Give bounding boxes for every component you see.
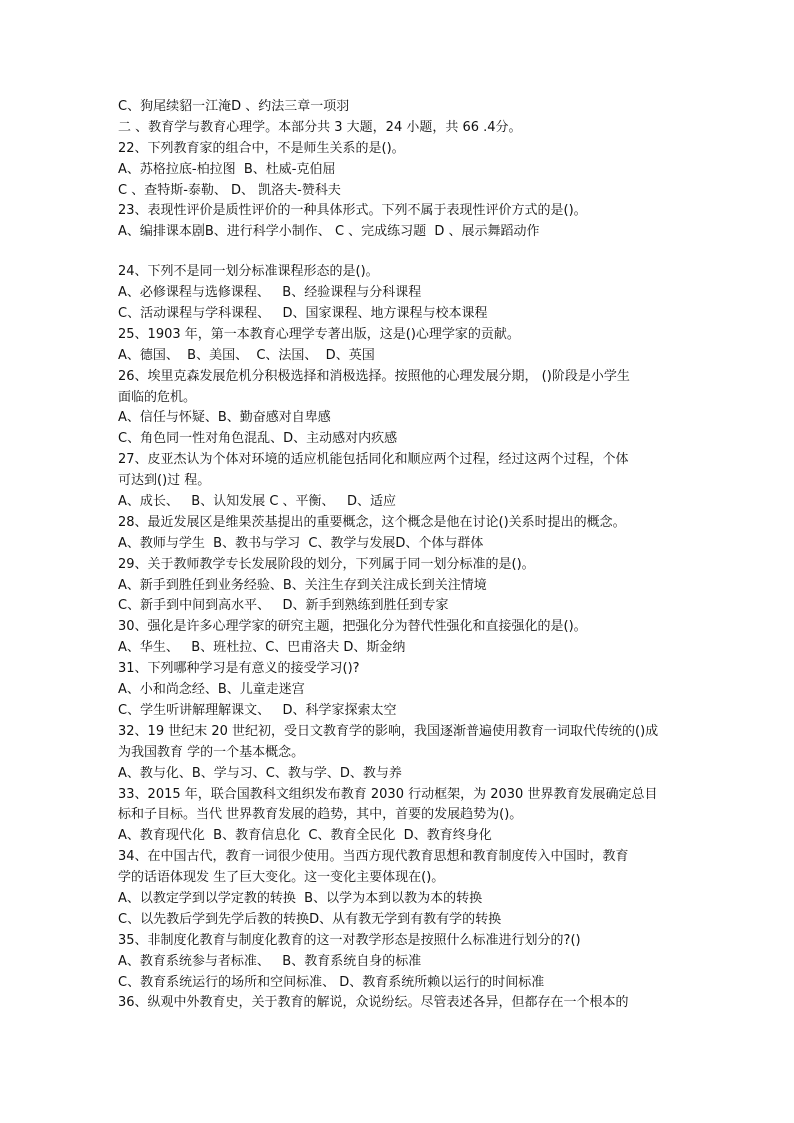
text-line: 26、埃里克森发展危机分积极选择和消极选择。按照他的心理发展分期， ()阶段是小学生 [118,368,630,384]
text-line: A、编排课本剧B、进行科学小制作、 C 、完成练习题 D 、展示舞蹈动作 [118,224,540,240]
text-line: 29、关于教师教学专长发展阶段的划分，下列属于同一划分标准的是()。 [118,556,535,572]
text-line: 二 、教育学与教育心理学。本部分共 3 大题，24 小题，共 66 .4分。 [118,119,522,135]
document-page [118,97,688,1014]
text-line: A、必修课程与选修课程、 B、经验课程与分科课程 [118,285,422,301]
text-line: A、新手到胜任到业务经验、B、关注生存到关注成长到关注情境 [118,577,487,593]
text-line: A、信任与怀疑、B、勤奋感对自卑感 [118,410,331,426]
text-line: 学的话语体现发 生了巨大变化。这一变化主要体现在()。 [118,870,445,886]
text-line: A、苏格拉底-柏拉图 B、杜威-克伯屈 [118,161,336,177]
text-line: C、教育系统运行的场所和空间标准、 D、教育系统所赖以运行的时间标准 [118,974,545,990]
text-line: 为我国教育 学的一个基本概念。 [118,744,305,760]
text-line: 36、纵观中外教育史，关于教育的解说，众说纷纭。尽管表述各异，但都存在一个根本的 [118,995,629,1011]
text-line: C 、查特斯-泰勒、 D、 凯洛夫-赞科夫 [118,182,341,198]
text-line: 标和子目标。当代 世界教育发展的趋势，其中，首要的发展趋势为()。 [118,807,523,823]
text-line: C、学生听讲解理解课文、 D、科学家探索太空 [118,702,397,718]
text-line: A、教育现代化 B、教育信息化 C、教育全民化 D、教育终身化 [118,828,492,844]
text-line: 23、表现性评价是质性评价的一种具体形式。下列不属于表现性评价方式的是()。 [118,203,587,219]
text-line: A、成长、 B、认知发展 C 、平衡、 D、适应 [118,494,396,510]
text-line: C、角色同一性对角色混乱、D、主动感对内疚感 [118,431,398,447]
text-line: 25、1903 年，第一本教育心理学专著出版，这是()心理学家的贡献。 [118,326,520,342]
text-line: 31、下列哪种学习是有意义的接受学习()? [118,661,360,677]
text-line: 可达到()过 程。 [118,473,211,489]
text-line: A、华生、 B、班杜拉、C、巴甫洛夫 D、斯金纳 [118,640,406,656]
text-line: 27、皮亚杰认为个体对环境的适应机能包括同化和顺应两个过程，经过这两个过程，个体 [118,452,629,468]
text-line: 34、在中国古代，教育一词很少使用。当西方现代教育思想和教育制度传入中国时，教育 [118,849,629,865]
text-line: 22、下列教育家的组合中，不是师生关系的是()。 [118,140,405,156]
text-line: C、以先教后学到先学后教的转换D、从有教无学到有教有学的转换 [118,911,502,927]
text-line: 面临的危机。 [118,389,197,405]
text-line: C、狗尾续貂一江淹D 、约法三章一项羽 [118,99,350,114]
text-line: 24、下列不是同一划分标准课程形态的是()。 [118,264,379,280]
text-line: C、活动课程与学科课程、 D、国家课程、地方课程与校本课程 [118,306,488,322]
text-line: A、教师与学生 B、教书与学习 C、教学与发展D、个体与群体 [118,535,484,551]
text-line: A、德国、 B、美国、 C、法国、 D、英国 [118,347,375,363]
text-line: A、教与化、B、学与习、C、教与学、D、教与养 [118,765,402,781]
blank-line [118,243,688,262]
text-line: A、小和尚念经、B、儿童走迷宫 [118,682,305,698]
text-line: 28、最近发展区是维果茨基提出的重要概念，这个概念是他在讨论()关系时提出的概念。 [118,514,626,530]
text-line: C、新手到中间到高水平、 D、新手到熟练到胜任到专家 [118,598,449,614]
text-line: A、以教定学到以学定教的转换 B、以学为本到以教为本的转换 [118,890,483,906]
text-line: 32、19 世纪末 20 世纪初，受日文教育学的影响，我国逐渐普遍使用教育一词取代传统的()成 [118,723,659,739]
text-line: 30、强化是许多心理学家的研究主题，把强化分为替代性强化和直接强化的是()。 [118,619,587,635]
text-line: 35、非制度化教育与制度化教育的这一对教学形态是按照什么标准进行划分的?() [118,932,581,948]
text-line: 33、2015 年，联合国教科文组织发布教育 2030 行动框架，为 2030 世界教育发展确定总目 [118,786,658,802]
text-line: A、教育系统参与者标准、 B、教育系统自身的标准 [118,953,422,969]
